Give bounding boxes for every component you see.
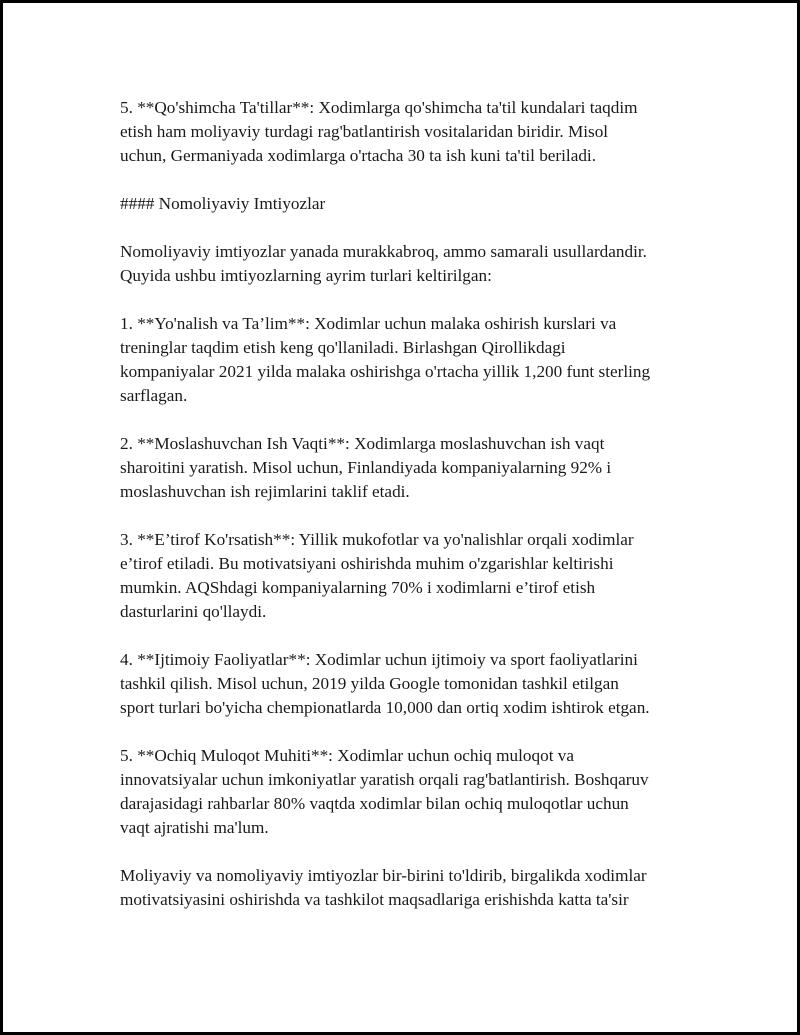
text-line: 1. **Yo'nalish va Ta’lim**: Xodimlar uchun malaka oshirish kurslari va [120, 314, 617, 333]
text-line: vaqt ajratishi ma'lum. [120, 818, 269, 837]
text-line: treninglar taqdim etish keng qo'llaniladi. Birlashgan Qirollikdagi [120, 338, 566, 357]
heading-line: #### Nomoliyaviy Imtiyozlar [120, 194, 326, 213]
text-line: sarflagan. [120, 386, 188, 405]
paragraph-conclusion [120, 864, 700, 912]
text-line: mumkin. AQShdagi kompaniyalarning 70% i xodimlarni e’tirof etish [120, 578, 596, 597]
text-line: uchun, Germaniyada xodimlarga o'rtacha 30 ta ish kuni ta'til beriladi. [120, 146, 597, 165]
text-line: innovatsiyalar uchun imkoniyatlar yaratish orqali rag'batlantirish. Boshqaruv [120, 770, 649, 789]
text-line: 3. **E’tirof Ko'rsatish**: Yillik mukofotlar va yo'nalishlar orqali xodimlar [120, 530, 634, 549]
list-item-open-communication [120, 744, 700, 840]
text-line: Nomoliyaviy imtiyozlar yanada murakkabroq, ammo samarali usullardandir. [120, 242, 647, 261]
list-item-recognition [120, 528, 700, 624]
text-line: dasturlarini qo'llaydi. [120, 602, 267, 621]
list-item-training [120, 312, 700, 408]
text-line: motivatsiyasini oshirishda va tashkilot maqsadlariga erishishda katta ta'sir [120, 890, 629, 909]
document-body [120, 96, 700, 936]
text-line: e’tirof etiladi. Bu motivatsiyani oshirishda muhim o'zgarishlar keltirishi [120, 554, 614, 573]
text-line: sport turlari bo'yicha chempionatlarda 10,000 dan ortiq xodim ishtirok etgan. [120, 698, 650, 717]
text-line: Moliyaviy va nomoliyaviy imtiyozlar bir-birini to'ldirib, birgalikda xodimlar [120, 866, 647, 885]
text-line: kompaniyalar 2021 yilda malaka oshirishga o'rtacha yillik 1,200 funt sterling [120, 362, 651, 381]
text-line: etish ham moliyaviy turdagi rag'batlantirish vositalaridan biridir. Misol [120, 122, 609, 141]
text-line: 5. **Qo'shimcha Ta'tillar**: Xodimlarga qo'shimcha ta'til kundalari taqdim [120, 98, 638, 117]
text-line: darajasidagi rahbarlar 80% vaqtda xodimlar bilan ochiq muloqotlar uchun [120, 794, 629, 813]
text-line: 5. **Ochiq Muloqot Muhiti**: Xodimlar uchun ochiq muloqot va [120, 746, 575, 765]
text-line: tashkil qilish. Misol uchun, 2019 yilda Google tomonidan tashkil etilgan [120, 674, 619, 693]
text-line: 4. **Ijtimoiy Faoliyatlar**: Xodimlar uchun ijtimoiy va sport faoliyatlarini [120, 650, 638, 669]
list-item-social-activities [120, 648, 700, 720]
text-line: 2. **Moslashuvchan Ish Vaqti**: Xodimlarga moslashuvchan ish vaqt [120, 434, 605, 453]
section-heading [120, 192, 700, 216]
paragraph-additional-leave [120, 96, 700, 168]
text-line: moslashuvchan ish rejimlarini taklif etadi. [120, 482, 410, 501]
list-item-flexible-hours [120, 432, 700, 504]
text-line: sharoitini yaratish. Misol uchun, Finlandiyada kompaniyalarning 92% i [120, 458, 612, 477]
text-line: Quyida ushbu imtiyozlarning ayrim turlari keltirilgan: [120, 266, 492, 285]
paragraph-intro [120, 240, 700, 288]
